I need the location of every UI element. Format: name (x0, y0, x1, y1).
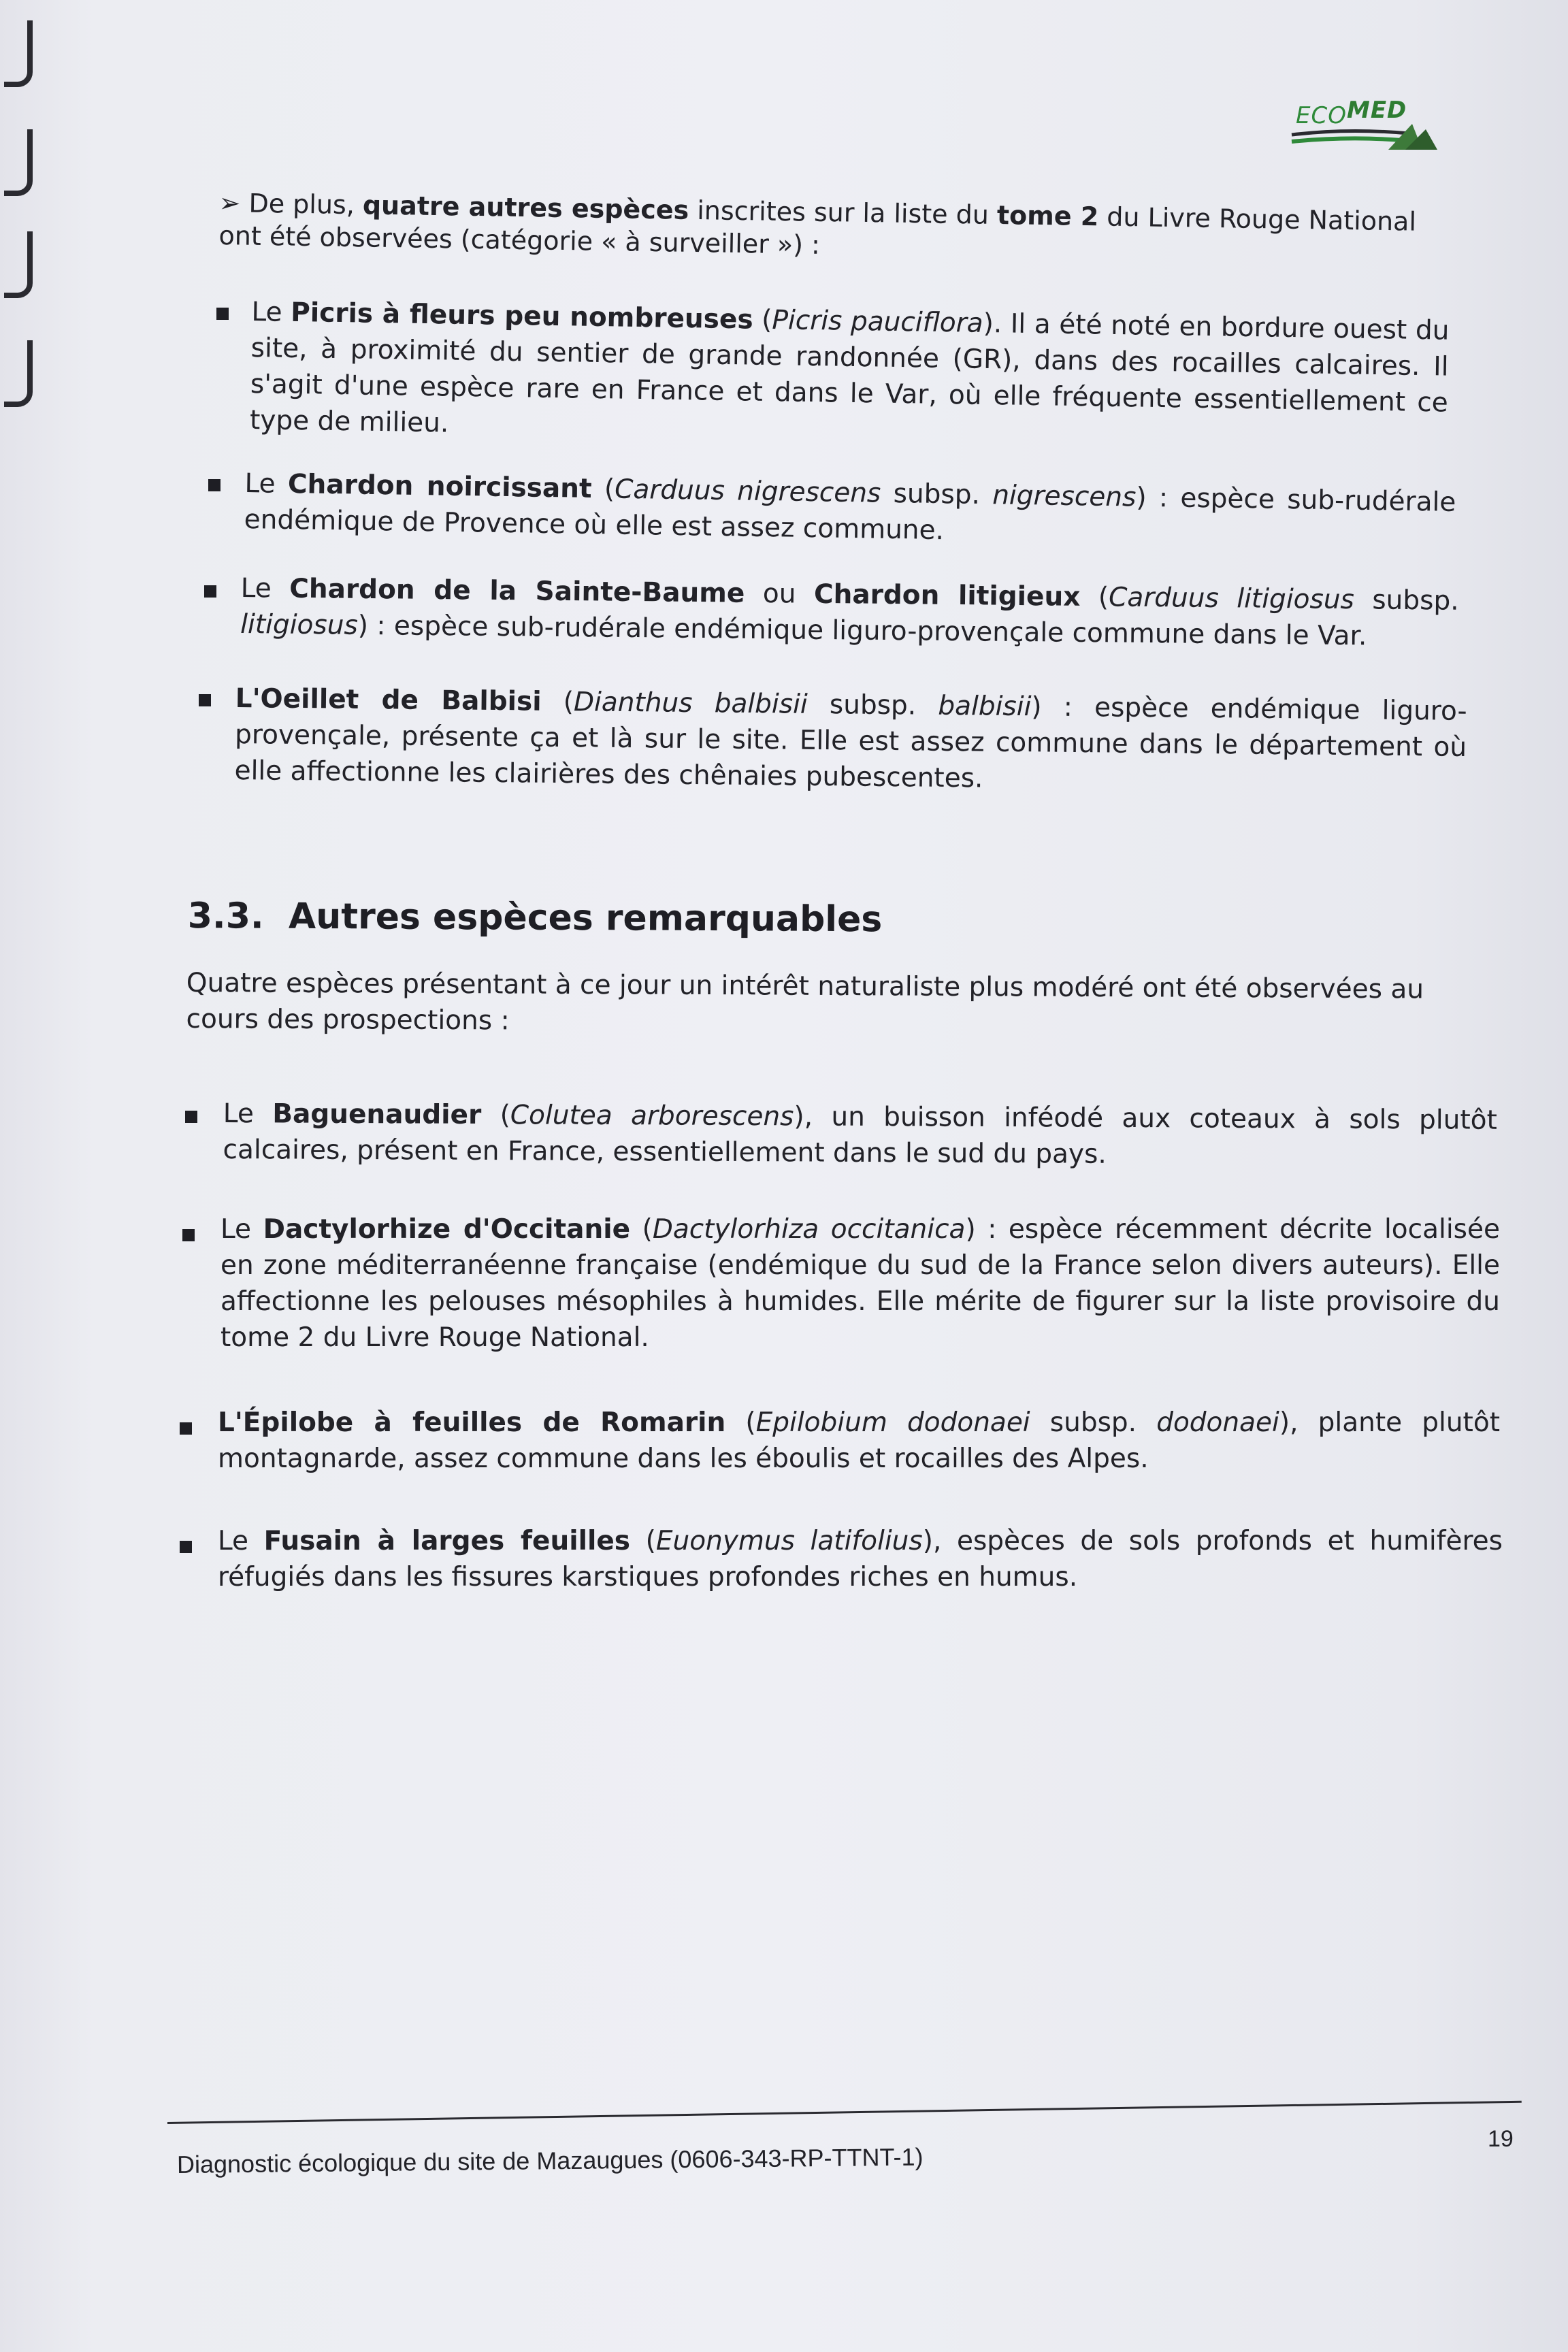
bullet-icon (204, 585, 216, 598)
bullet-icon (199, 694, 211, 706)
other-item-dactylorhize: Le Dactylorhize d'Occitanie (Dactylorhiza occitanica) : espèce récemment décrite localisée en zone méditerranéenne française (endémique du sud de la France selon divers auteurs). Elle affectionne les pelouses mésophiles à humides. Elle mérite de figurer sur la liste provisoire du tome 2 du Livre Rouge National. (220, 1214, 1500, 1353)
section-heading (188, 896, 883, 940)
intro-line-2: ont été observées (catégorie « à surveiller ») : (218, 220, 821, 260)
bullet-icon (182, 1229, 195, 1241)
species-item-oeillet-balbisi: L'Oeillet de Balbisi (Dianthus balbisii subsp. balbisii) : espèce endémique liguro-provençale, présente ça et là sur le site. Elle est assez commune dans le département où elle affectionne les clairières des chênaies pubescentes. (234, 683, 1467, 794)
other-item-epilobe: L'Épilobe à feuilles de Romarin (Epilobium dodonaei subsp. dodonaei), plante plutôt montagnarde, assez commune dans les éboulis et rocailles des Alpes. (218, 1407, 1500, 1474)
bullet-icon (180, 1422, 192, 1435)
page-number: 19 (1488, 2126, 1514, 2152)
logo-text-med: MED (1346, 97, 1407, 124)
arrow-marker-icon: ➢ (218, 187, 241, 218)
species-item-chardon-sainte-baume: Le Chardon de la Sainte-Baume ou Chardon litigieux (Carduus litigiosus subsp. litigiosus) : espèce sub-rudérale endémique liguro-provençale commune dans le Var. (240, 572, 1459, 652)
other-item-fusain: Le Fusain à larges feuilles (Euonymus latifolius), espèces de sols profonds et humifères réfugiés dans les fissures karstiques profondes riches en humus. (218, 1526, 1503, 1592)
section-intro: Quatre espèces présentant à ce jour un intérêt naturaliste plus modéré ont été observées au cours des prospections : (186, 968, 1424, 1036)
species-item-chardon-noircissant: Le Chardon noircissant (Carduus nigrescens subsp. nigrescens) : espèce sub-rudérale endémique de Provence où elle est assez commune. (244, 468, 1456, 546)
bullet-icon (208, 479, 220, 491)
intro-line-1: ➢ De plus, quatre autres espèces inscrites sur la liste du tome 2 du Livre Rouge National (218, 187, 1417, 237)
bullet-icon (216, 308, 229, 320)
section-title: Autres espèces remarquables (288, 896, 883, 941)
footer-document-title: Diagnostic écologique du site de Mazaugues (0606-343-RP-TTNT-1) (176, 2142, 924, 2178)
other-item-baguenaudier: Le Baguenaudier (Colutea arborescens), un buisson inféodé aux coteaux à sols plutôt calcaires, présent en France, essentiellement dans le sud du pays. (223, 1098, 1497, 1170)
section-number: 3.3. (187, 896, 264, 937)
bullet-icon (180, 1541, 192, 1553)
bullet-icon (185, 1111, 197, 1123)
species-item-picris: Le Picris à fleurs peu nombreuses (Picris pauciflora). Il a été noté en bordure ouest du site, à proximité du sentier de grande randonnée (GR), dans des rocailles calcaires. Il s'agit d'une espèce rare en France et dans le Var, où elle fréquente essentiellement ce type de milieu. (249, 296, 1450, 439)
logo-text-eco: ECO (1296, 102, 1347, 129)
